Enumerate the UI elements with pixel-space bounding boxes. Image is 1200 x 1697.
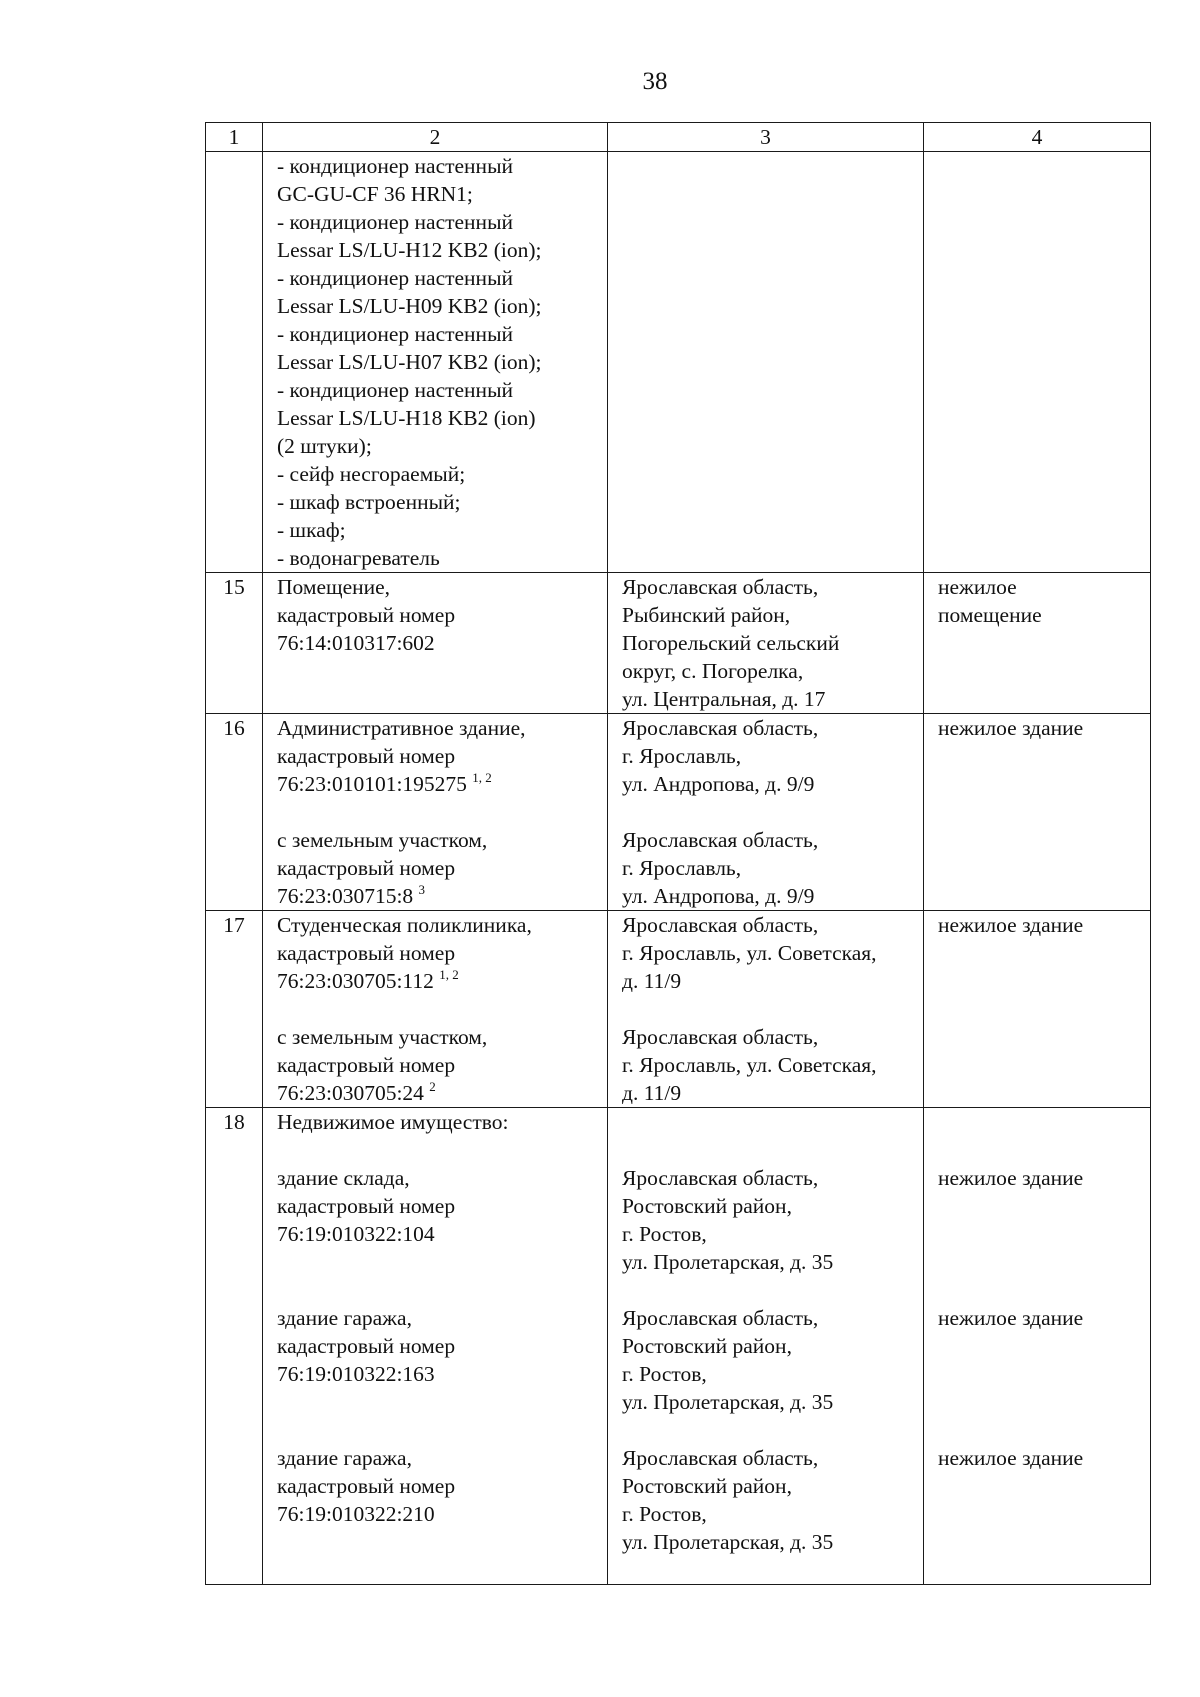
address-line: Ярославская область, [622, 828, 819, 852]
purpose-cell [924, 911, 1151, 1108]
list-item: - шкаф встроенный; [277, 490, 461, 514]
object-name: кадастровый номер [277, 1474, 456, 1498]
column-header: 3 [608, 123, 924, 152]
footnote-mark: 1, 2 [472, 770, 492, 785]
list-item: GC-GU-CF 36 HRN1; [277, 182, 473, 206]
list-item: Lessar LS/LU-H18 KB2 (ion) [277, 406, 536, 430]
address-line: г. Ярославль, ул. Советская, [622, 1053, 877, 1077]
address-line: г. Ростов, [622, 1222, 707, 1246]
address-line: ул. Пролетарская, д. 35 [622, 1530, 834, 1554]
address-line: г. Ярославль, [622, 856, 742, 880]
object-name: кадастровый номер [277, 1334, 456, 1358]
object-name: с земельным участком, [277, 828, 488, 852]
purpose-text: нежилое здание [938, 1306, 1084, 1330]
purpose-text: помещение [938, 603, 1042, 627]
address-line: ул. Пролетарская, д. 35 [622, 1390, 834, 1414]
address-line: г. Ярославль, [622, 744, 742, 768]
cadastral-number [277, 770, 599, 798]
cadastral-number: 76:19:010322:210 [277, 1502, 435, 1526]
address-cell [608, 573, 924, 714]
list-item: Lessar LS/LU-H12 KB2 (ion); [277, 238, 542, 262]
row-number: 18 [206, 1108, 263, 1585]
section-title: Недвижимое имущество: [277, 1110, 509, 1134]
object-name: Студенческая поликлиника, [277, 913, 532, 937]
table-row [206, 714, 1151, 911]
address-line: д. 11/9 [622, 969, 682, 993]
object-name: Административное здание, [277, 716, 526, 740]
table-row [206, 911, 1151, 1108]
object-name-cell [263, 714, 608, 911]
purpose-cell [924, 152, 1151, 573]
address-line: Ростовский район, [622, 1194, 792, 1218]
address-line: Ярославская область, [622, 1166, 819, 1190]
list-item: - кондиционер настенный [277, 266, 514, 290]
object-name-cell [263, 573, 608, 714]
purpose-cell [924, 1108, 1151, 1585]
equipment-list [263, 152, 608, 573]
cadastral-value: 76:23:010101:195275 [277, 772, 467, 796]
list-item: (2 штуки); [277, 434, 372, 458]
object-name-cell [263, 1108, 608, 1585]
row-number: 17 [206, 911, 263, 1108]
table-row [206, 1108, 1151, 1585]
address-line: ул. Центральная, д. 17 [622, 687, 826, 711]
address-cell [608, 714, 924, 911]
cadastral-value: 76:23:030705:112 [277, 969, 434, 993]
list-item: - кондиционер настенный [277, 322, 514, 346]
purpose-text: нежилое здание [938, 1166, 1084, 1190]
cadastral-number: 76:19:010322:104 [277, 1222, 435, 1246]
address-line: ул. Пролетарская, д. 35 [622, 1250, 834, 1274]
address-cell [608, 1108, 924, 1585]
column-header: 4 [924, 123, 1151, 152]
cadastral-number: 76:14:010317:602 [277, 631, 435, 655]
cadastral-number [277, 882, 599, 910]
object-name: здание гаража, [277, 1306, 412, 1330]
address-line: г. Ростов, [622, 1502, 707, 1526]
list-item: - кондиционер настенный [277, 378, 514, 402]
address-line: Погорельский сельский [622, 631, 840, 655]
row-number: 16 [206, 714, 263, 911]
list-item: - кондиционер настенный [277, 210, 514, 234]
address-cell [608, 911, 924, 1108]
address-line: Ростовский район, [622, 1334, 792, 1358]
address-line: г. Ростов, [622, 1362, 707, 1386]
object-name: кадастровый номер [277, 744, 456, 768]
page-number: 38 [642, 68, 668, 95]
row-number [206, 152, 263, 573]
table-header-row [206, 123, 1151, 152]
address-line: Ростовский район, [622, 1474, 792, 1498]
address-cell [608, 152, 924, 573]
object-name: кадастровый номер [277, 941, 456, 965]
address-line: ул. Андропова, д. 9/9 [622, 884, 815, 908]
purpose-text: нежилое здание [938, 716, 1084, 740]
address-line: д. 11/9 [622, 1081, 682, 1105]
cadastral-value: 76:23:030705:24 [277, 1081, 424, 1105]
list-item: - шкаф; [277, 518, 346, 542]
address-line: Ярославская область, [622, 1446, 819, 1470]
address-line: Ярославская область, [622, 913, 819, 937]
cadastral-value: 76:23:030715:8 [277, 884, 414, 908]
address-line: ул. Андропова, д. 9/9 [622, 772, 815, 796]
object-name: кадастровый номер [277, 603, 456, 627]
object-name: кадастровый номер [277, 856, 456, 880]
footnote-mark: 3 [418, 882, 426, 897]
column-header: 1 [206, 123, 263, 152]
object-name-cell [263, 911, 608, 1108]
list-item: - кондиционер настенный [277, 154, 514, 178]
purpose-text: нежилое здание [938, 913, 1084, 937]
list-item: - сейф несгораемый; [277, 462, 466, 486]
footnote-mark: 1, 2 [439, 967, 459, 982]
table-row [206, 152, 1151, 573]
object-name: здание гаража, [277, 1446, 412, 1470]
purpose-cell [924, 573, 1151, 714]
list-item: Lessar LS/LU-H09 KB2 (ion); [277, 294, 542, 318]
property-table [205, 122, 1151, 1585]
list-item: - водонагреватель [277, 546, 440, 570]
address-line: Ярославская область, [622, 1306, 819, 1330]
column-header: 2 [263, 123, 608, 152]
list-item: Lessar LS/LU-H07 KB2 (ion); [277, 350, 542, 374]
object-name: с земельным участком, [277, 1025, 488, 1049]
purpose-text: нежилое [938, 575, 1017, 599]
address-line: Ярославская область, [622, 716, 819, 740]
purpose-text: нежилое здание [938, 1446, 1084, 1470]
purpose-cell [924, 714, 1151, 911]
cadastral-number: 76:19:010322:163 [277, 1362, 435, 1386]
object-name: кадастровый номер [277, 1053, 456, 1077]
address-line: Ярославская область, [622, 575, 819, 599]
cadastral-number [277, 967, 599, 995]
address-line: округ, с. Погорелка, [622, 659, 804, 683]
address-line: Рыбинский район, [622, 603, 791, 627]
object-name: здание склада, [277, 1166, 410, 1190]
object-name: кадастровый номер [277, 1194, 456, 1218]
row-number: 15 [206, 573, 263, 714]
object-name: Помещение, [277, 575, 391, 599]
cadastral-number [277, 1079, 599, 1107]
address-line: Ярославская область, [622, 1025, 819, 1049]
table-row [206, 573, 1151, 714]
footnote-mark: 2 [429, 1079, 436, 1094]
address-line: г. Ярославль, ул. Советская, [622, 941, 877, 965]
